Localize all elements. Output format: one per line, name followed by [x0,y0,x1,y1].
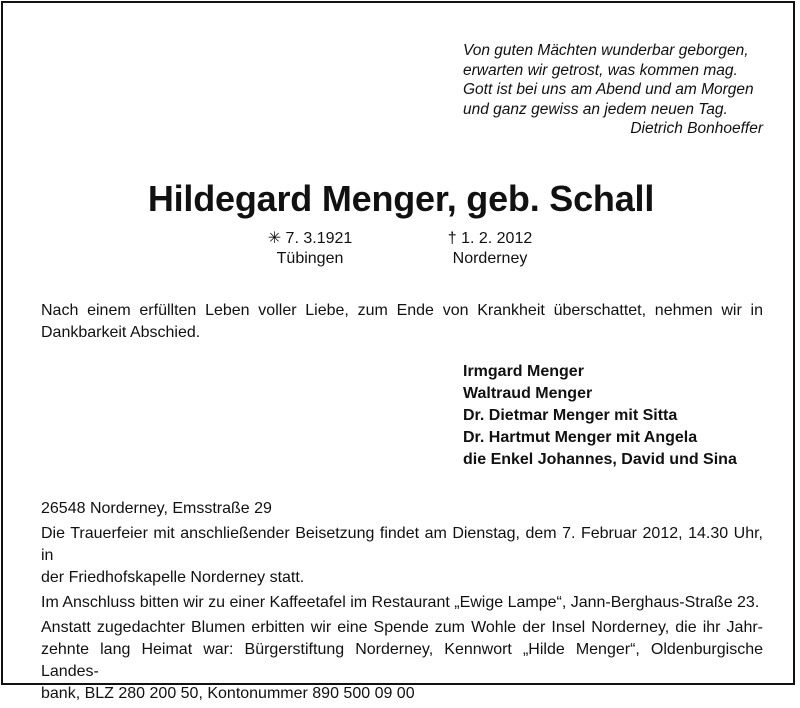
death-date: † 1. 2. 2012 [447,230,533,247]
funeral-notice [41,523,763,589]
address: 26548 Norderney, Emsstraße 29 [41,500,272,517]
family-member: Dr. Hartmut Menger mit Angela [463,429,698,446]
death-info [440,229,540,269]
deceased-name: Hildegard Menger, geb. Schall [147,178,655,219]
poem-line: Gott ist bei uns am Abend und am Morgen [463,81,754,98]
intro-text [41,300,763,344]
family-member: Irmgard Menger [463,363,584,380]
birth-date: ✳ 7. 3.1921 [267,230,353,247]
intro-line: Nach einem erfüllten Leben voller Liebe, zum Ende von Krankheit überschattet, nehmen wir in [41,302,763,319]
coffee-notice: Im Anschluss bitten wir zu einer Kaffeetafel im Restaurant „Ewige Lampe“, Jann-Berghaus-Straße 23. [41,594,760,611]
poem-author: Dietrich Bonhoeffer [630,120,763,137]
poem-line: erwarten wir getrost, was kommen mag. [463,61,738,79]
poem-line: Von guten Mächten wunderbar geborgen, [463,42,749,59]
donation-line: Anstatt zugedachter Blumen erbitten wir eine Spende zum Wohle der Insel Norderney, die ihr Jahr- [41,619,763,636]
death-place: Norderney [452,250,528,267]
funeral-line: der Friedhofskapelle Norderney statt. [41,569,305,586]
family-member: Dr. Dietmar Menger mit Sitta [463,407,678,424]
family-member: die Enkel Johannes, David und Sina [463,451,737,468]
poem-quote [463,41,763,139]
family-list [463,361,737,471]
poem-line: und ganz gewiss an jedem neuen Tag. [463,100,728,118]
donation-line: bank, BLZ 280 200 50, Kontonummer 890 500 09 00 [41,685,415,702]
donation-line: zehnte lang Heimat war: Bürgerstiftung Norderney, Kennwort „Hilde Menger“, Oldenburgische Landes- [41,641,763,680]
intro-line: Dankbarkeit Abschied. [41,324,201,341]
birth-place: Tübingen [276,250,344,267]
birth-info [265,229,355,269]
funeral-info [41,498,763,708]
obituary-frame [1,1,795,702]
donation-notice [41,617,763,705]
funeral-line: Die Trauerfeier mit anschließender Beisetzung findet am Dienstag, dem 7. Februar 2012, 14.30 Uhr, in [41,525,763,564]
family-member: Waltraud Menger [463,385,593,402]
